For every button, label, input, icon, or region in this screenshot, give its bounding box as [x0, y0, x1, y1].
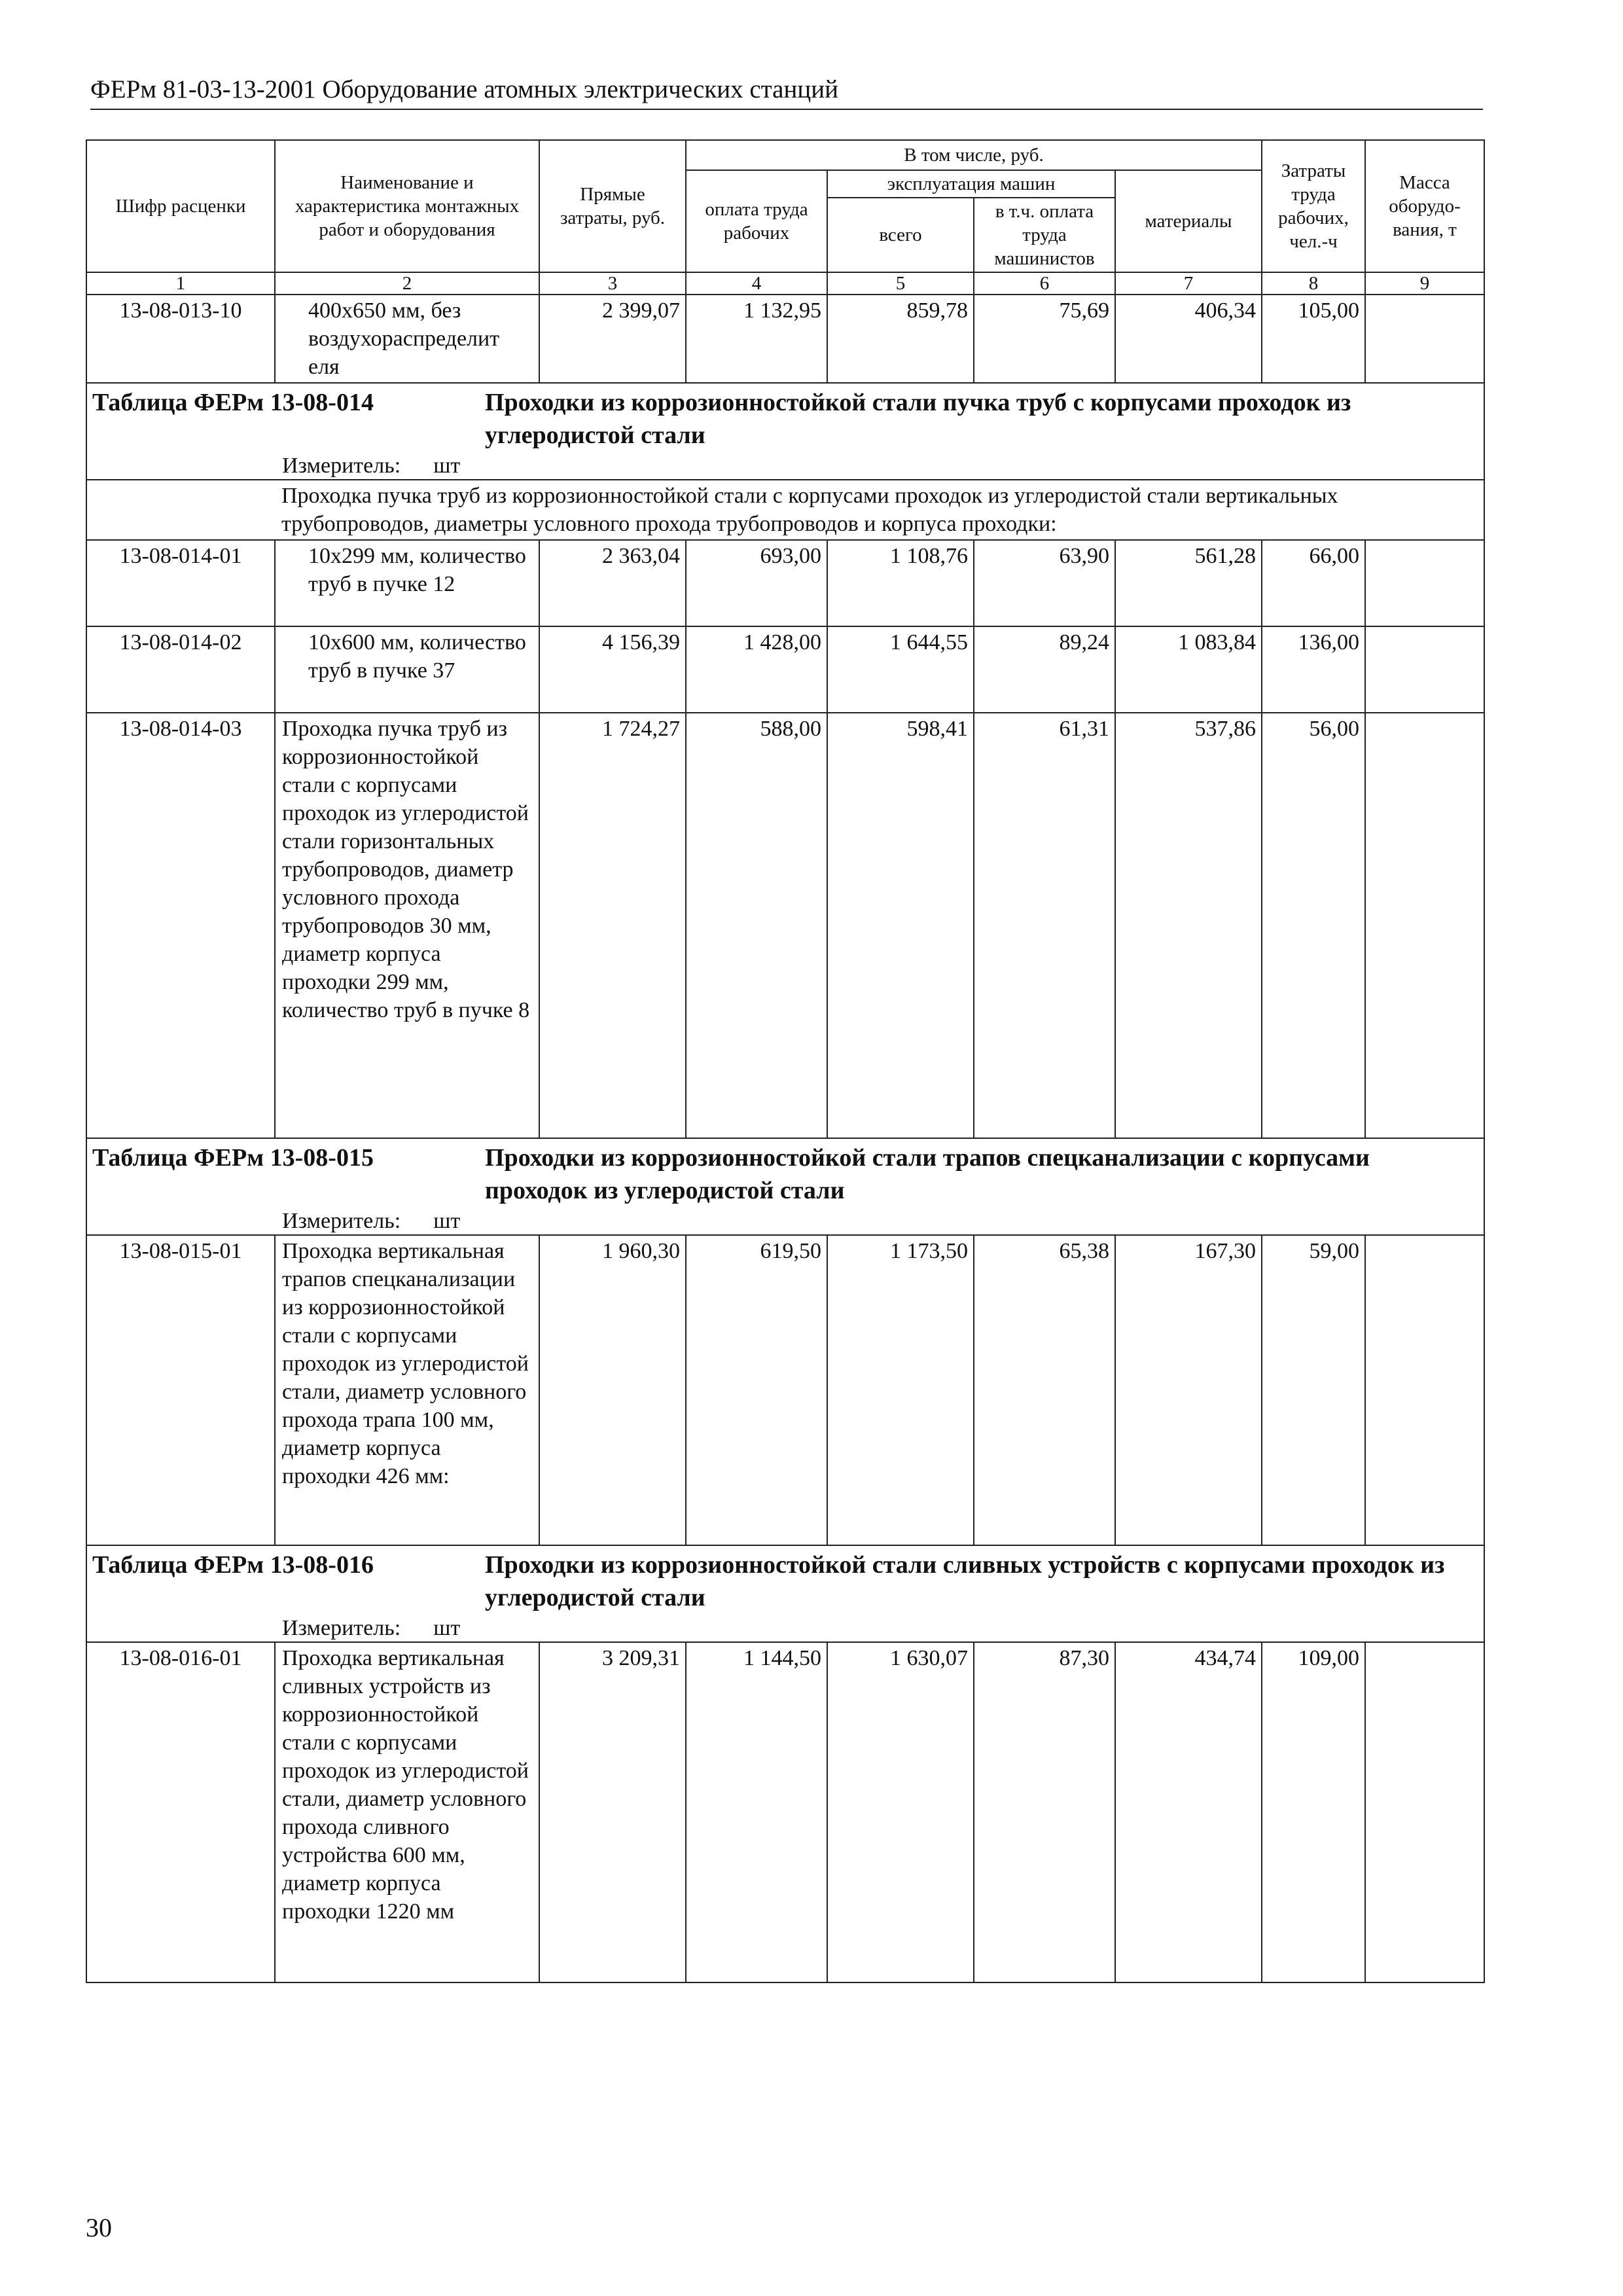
row-code: 13-08-013-10: [86, 295, 275, 383]
unit-label: Измеритель:: [282, 1209, 401, 1233]
page-number: 30: [86, 2213, 112, 2242]
row-name: 10х600 мм, количество труб в пучке 37: [275, 626, 539, 713]
row-code: 13-08-014-01: [86, 540, 275, 626]
section-label: Таблица ФЕРм 13-08-016: [92, 1551, 374, 1579]
table-row: [86, 540, 1484, 626]
row-mass: [1365, 626, 1484, 713]
price-table: [86, 139, 1485, 1983]
col-header-materials: материалы: [1115, 170, 1262, 272]
row-machines-wages: 61,31: [974, 713, 1115, 1138]
col-header-machines-total: всего: [827, 198, 974, 272]
table-row: [86, 713, 1484, 1138]
table-row: [86, 295, 1484, 383]
row-machines-wages: 63,90: [974, 540, 1115, 626]
row-labor: 59,00: [1262, 1235, 1365, 1545]
unit-label: Измеритель:: [282, 1616, 401, 1640]
row-direct: 2 399,07: [539, 295, 686, 383]
column-number: 5: [827, 272, 974, 295]
running-header: [90, 73, 1483, 110]
section-title: Проходки из коррозионностойкой стали сливных устройств с корпусами проходок из углеродистой стали: [485, 1551, 1445, 1611]
column-number: 4: [686, 272, 827, 295]
row-machines: 1 173,50: [827, 1235, 974, 1545]
row-direct: 2 363,04: [539, 540, 686, 626]
row-materials: 167,30: [1115, 1235, 1262, 1545]
column-number: 1: [86, 272, 275, 295]
row-machines: 598,41: [827, 713, 974, 1138]
unit-label: Измеритель:: [282, 454, 401, 478]
row-name: Проходка пучка труб из коррозионностойкой стали с корпусами проходок из углеродистой стали горизонтальных трубопроводов, диаметр условного прохода трубопроводов 30 мм, диаметр корпуса проходки 299 мм, количество труб в пучке 8: [275, 713, 539, 1138]
col-header-mass: Масса оборудо-вания, т: [1365, 140, 1484, 272]
row-wages: 1 428,00: [686, 626, 827, 713]
row-name: Проходка вертикальная трапов спецканализации из коррозионностойкой стали с корпусами проходок из углеродистой стали, диаметр условного прохода трапа 100 мм, диаметр корпуса проходки 426 мм:: [275, 1235, 539, 1545]
col-header-machines-wages: в т.ч. оплата труда машинистов: [974, 198, 1115, 272]
col-header-name: Наименование и характеристика монтажных работ и оборудования: [275, 140, 539, 272]
row-mass: [1365, 1642, 1484, 1982]
section-title: Проходки из коррозионностойкой стали трапов спецканализации с корпусами проходок из углеродистой стали: [485, 1144, 1370, 1204]
row-wages: 1 132,95: [686, 295, 827, 383]
row-mass: [1365, 540, 1484, 626]
section-title-row: [86, 383, 1484, 453]
column-number: 2: [275, 272, 539, 295]
row-name: 10х299 мм, количество труб в пучке 12: [275, 540, 539, 626]
column-number: 6: [974, 272, 1115, 295]
header-title: ФЕРм 81-03-13-2001 Оборудование атомных электрических станций: [90, 75, 838, 103]
column-number: 8: [1262, 272, 1365, 295]
section-units-row: [86, 453, 1484, 480]
row-direct: 4 156,39: [539, 626, 686, 713]
section-title: Проходки из коррозионностойкой стали пучка труб с корпусами проходок из углеродистой стали: [485, 389, 1351, 449]
table-row: [86, 1642, 1484, 1982]
row-labor: 66,00: [1262, 540, 1365, 626]
row-code: 13-08-015-01: [86, 1235, 275, 1545]
row-materials: 1 083,84: [1115, 626, 1262, 713]
row-machines: 1 644,55: [827, 626, 974, 713]
column-numbers-row: [86, 272, 1484, 295]
row-materials: 406,34: [1115, 295, 1262, 383]
section-label: Таблица ФЕРм 13-08-015: [92, 1144, 374, 1172]
row-machines: 1 630,07: [827, 1642, 974, 1982]
column-number: 7: [1115, 272, 1262, 295]
row-materials: 561,28: [1115, 540, 1262, 626]
row-materials: 537,86: [1115, 713, 1262, 1138]
row-code: 13-08-014-02: [86, 626, 275, 713]
row-machines-wages: 75,69: [974, 295, 1115, 383]
section-label: Таблица ФЕРм 13-08-014: [92, 389, 374, 416]
row-machines: 1 108,76: [827, 540, 974, 626]
row-mass: [1365, 1235, 1484, 1545]
row-machines-wages: 65,38: [974, 1235, 1115, 1545]
section-intro-row: [86, 480, 1484, 540]
row-labor: 105,00: [1262, 295, 1365, 383]
row-wages: 693,00: [686, 540, 827, 626]
row-labor: 136,00: [1262, 626, 1365, 713]
row-materials: 434,74: [1115, 1642, 1262, 1982]
row-wages: 1 144,50: [686, 1642, 827, 1982]
row-machines: 859,78: [827, 295, 974, 383]
section-units-row: [86, 1208, 1484, 1235]
row-labor: 56,00: [1262, 713, 1365, 1138]
row-direct: 1 960,30: [539, 1235, 686, 1545]
col-header-labor: Затраты труда рабочих, чел.-ч: [1262, 140, 1365, 272]
unit-value: шт: [433, 454, 461, 478]
section-units-row: [86, 1615, 1484, 1642]
column-number: 9: [1365, 272, 1484, 295]
row-direct: 3 209,31: [539, 1642, 686, 1982]
row-mass: [1365, 713, 1484, 1138]
col-header-wages: оплата труда рабочих: [686, 170, 827, 272]
row-machines-wages: 87,30: [974, 1642, 1115, 1982]
row-wages: 619,50: [686, 1235, 827, 1545]
row-mass: [1365, 295, 1484, 383]
unit-value: шт: [433, 1209, 461, 1233]
section-title-row: [86, 1545, 1484, 1615]
row-code: 13-08-014-03: [86, 713, 275, 1138]
col-header-incl: В том числе, руб.: [686, 140, 1262, 170]
column-number: 3: [539, 272, 686, 295]
row-labor: 109,00: [1262, 1642, 1365, 1982]
table-row: [86, 626, 1484, 713]
row-machines-wages: 89,24: [974, 626, 1115, 713]
section-title-row: [86, 1138, 1484, 1208]
row-direct: 1 724,27: [539, 713, 686, 1138]
col-header-machines: эксплуатация машин: [827, 170, 1115, 198]
row-name: Проходка вертикальная сливных устройств из коррозионностойкой стали с корпусами проходок из углеродистой стали, диаметр условного прохода сливного устройства 600 мм, диаметр корпуса проходки 1220 мм: [275, 1642, 539, 1982]
row-code: 13-08-016-01: [86, 1642, 275, 1982]
row-name: 400х650 мм, без воздухораспределит еля: [275, 295, 539, 383]
unit-value: шт: [433, 1616, 461, 1640]
row-wages: 588,00: [686, 713, 827, 1138]
table-row: [86, 1235, 1484, 1545]
section-intro: Проходка пучка труб из коррозионностойкой стали с корпусами проходок из углеродистой стали вертикальных трубопроводов, диаметры условного прохода трубопроводов и корпуса проходки:: [275, 480, 1484, 540]
col-header-code: Шифр расценки: [86, 140, 275, 272]
col-header-direct: Прямые затраты, руб.: [539, 140, 686, 272]
